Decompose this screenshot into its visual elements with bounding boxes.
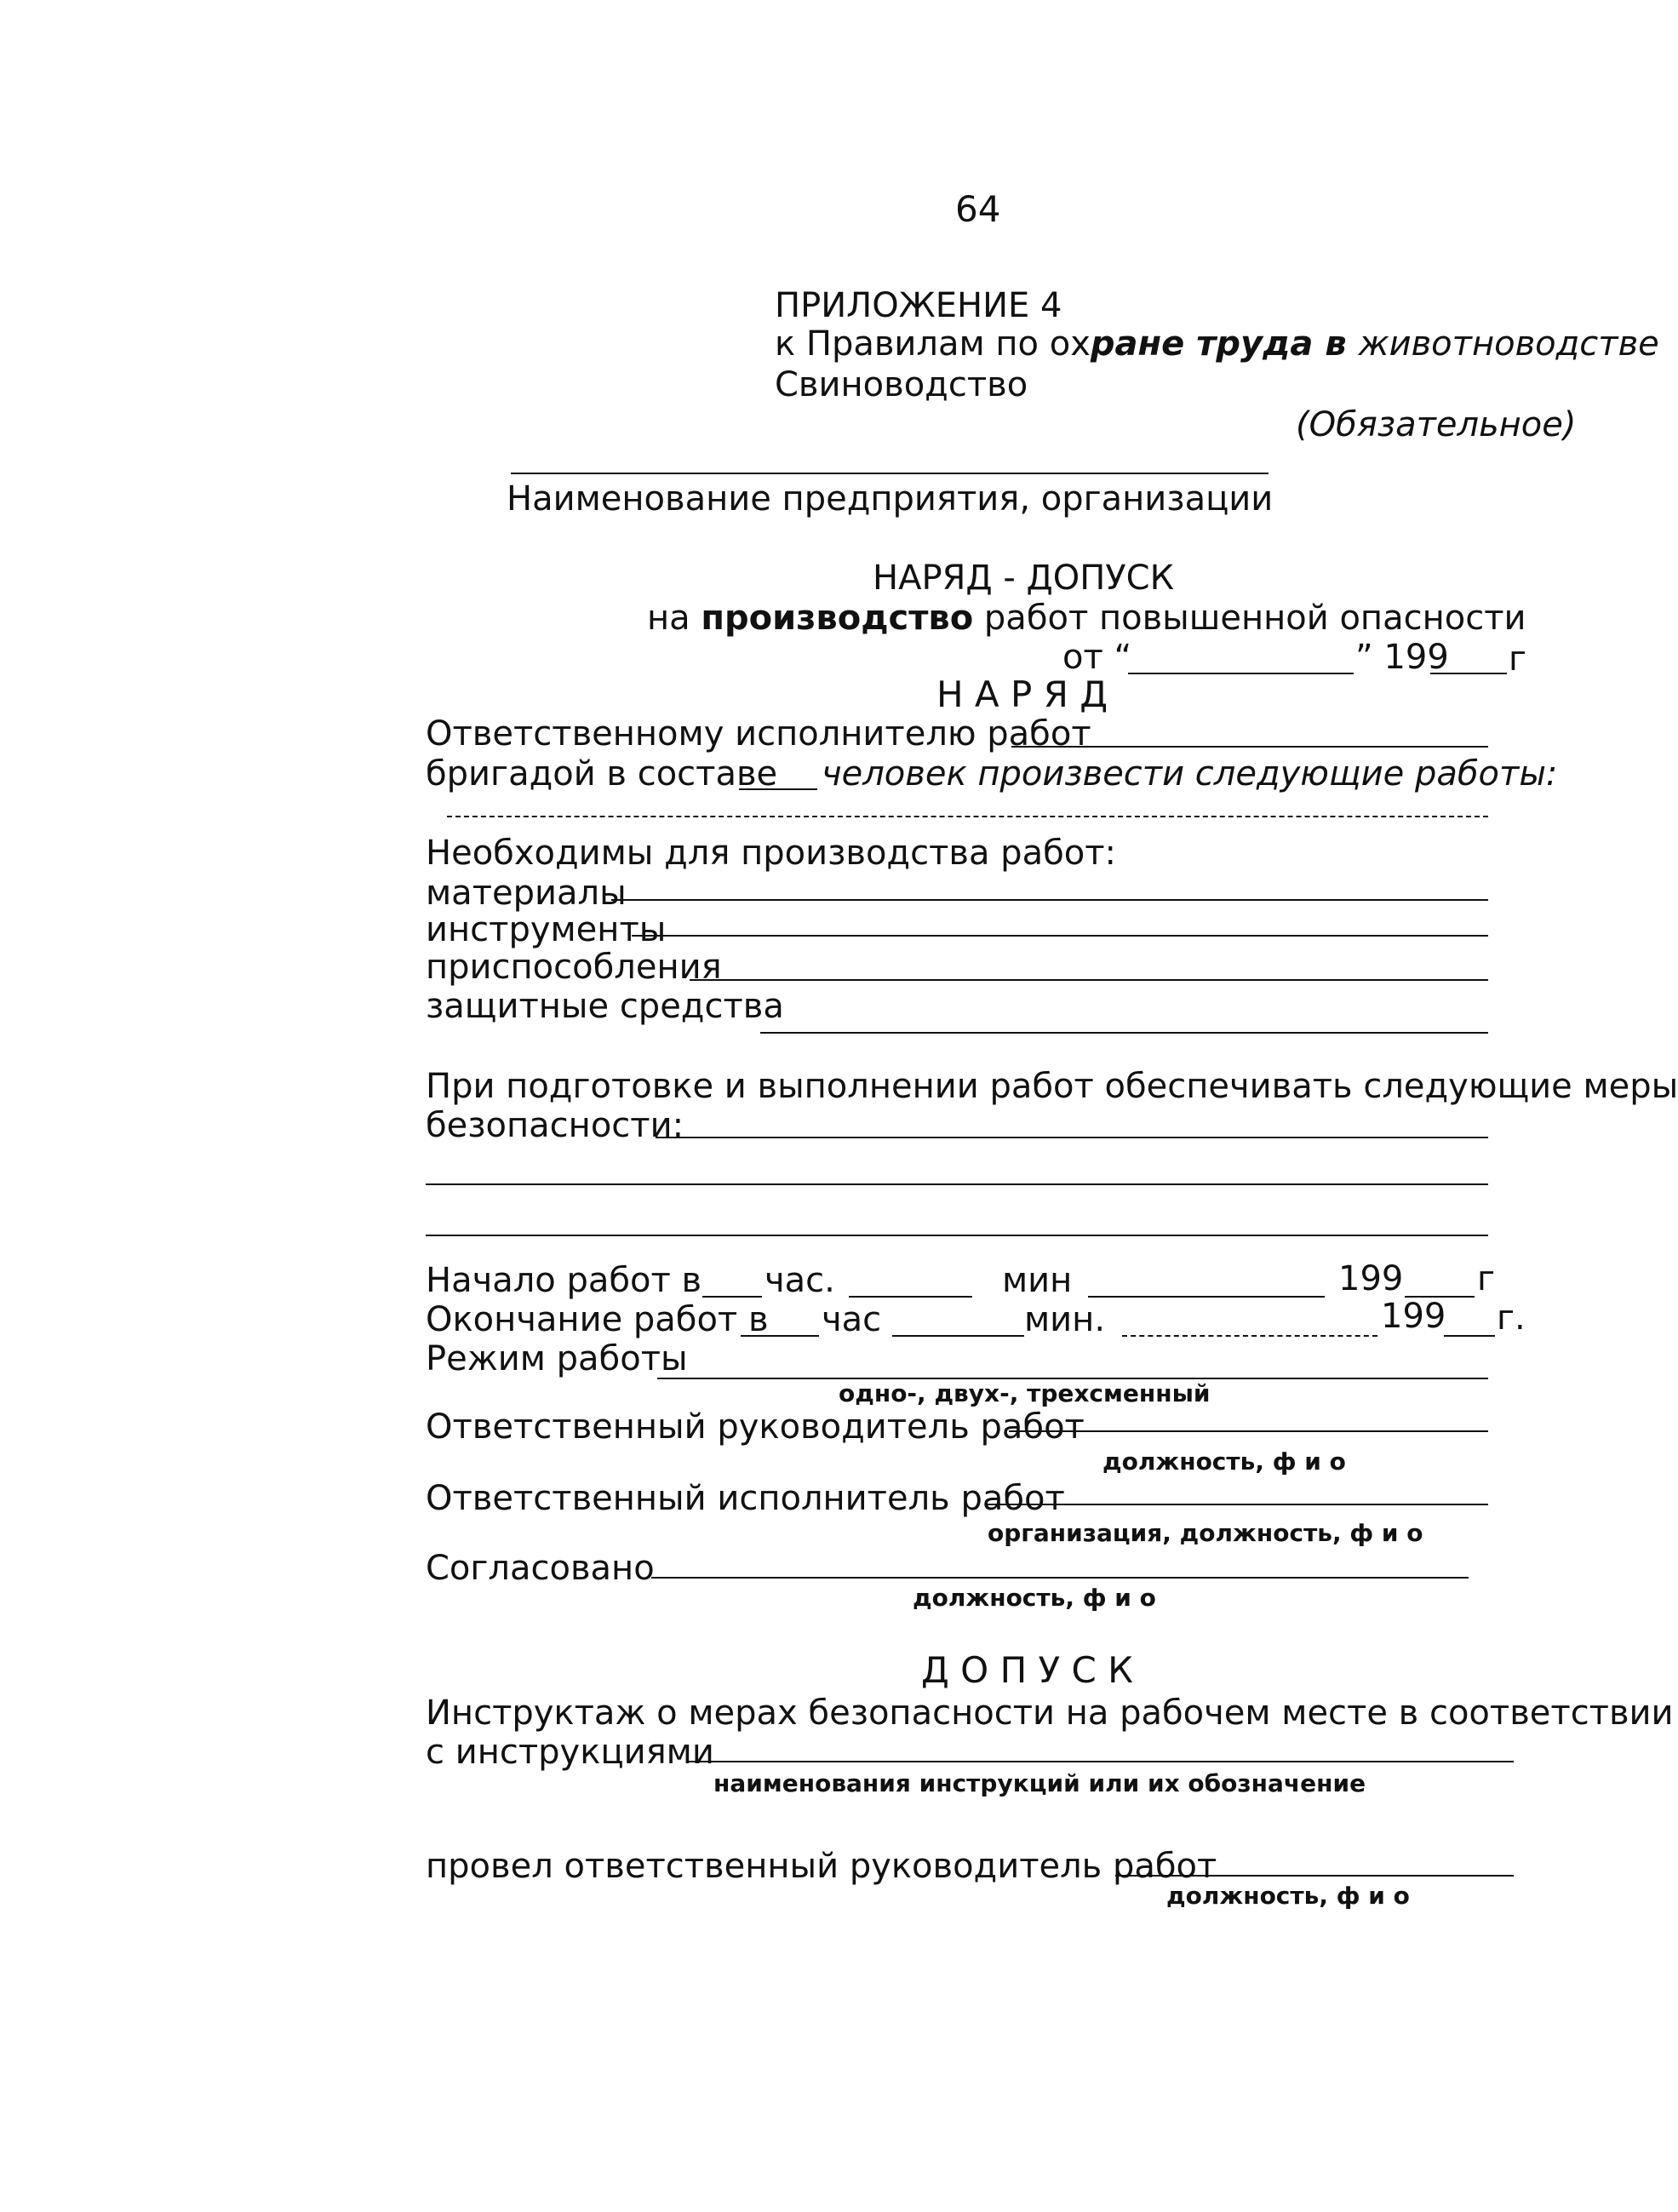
date-year: ” 199 — [1355, 638, 1449, 677]
manager-line — [1009, 1430, 1488, 1432]
end-minute-line — [892, 1335, 1024, 1337]
mandatory-mark: (Обязательное) — [1296, 405, 1577, 444]
brigade-label-a: бригадой в составе — [426, 754, 778, 794]
appendix-subject: Свиноводство — [775, 365, 1028, 404]
protective-label: защитные средства — [426, 987, 784, 1026]
mode-caption: одно-, двух-, трехсменный — [839, 1379, 1211, 1407]
instructions-caption: наименования инструкций или их обозначение — [713, 1769, 1366, 1797]
brigade-count-line — [739, 788, 817, 790]
end-year: 199 — [1381, 1297, 1446, 1336]
safety-line-1 — [656, 1137, 1488, 1138]
materials-label: материалы — [426, 874, 627, 913]
end-minute-unit: мин. — [1024, 1300, 1106, 1339]
agreed-caption: должность, ф и о — [913, 1584, 1156, 1612]
form-subtitle — [647, 598, 1526, 639]
works-line — [447, 816, 1488, 817]
start-minute-unit: мин — [1002, 1261, 1073, 1300]
manager-caption: должность, ф и о — [1102, 1447, 1346, 1476]
start-hour-unit: час. — [765, 1261, 835, 1300]
materials-line — [611, 899, 1488, 901]
executor-label: Ответственный исполнитель работ — [426, 1479, 1065, 1518]
responsible-executor-line — [1011, 746, 1488, 748]
permit-heading: Д О П У С К — [921, 1649, 1133, 1691]
safety-line-3 — [426, 1235, 1488, 1236]
end-date-line — [1122, 1335, 1377, 1337]
form-subtitle-a: на — [647, 599, 702, 638]
instructions-line — [688, 1761, 1514, 1762]
appendix-title: ПРИЛОЖЕНИЕ 4 — [775, 286, 1062, 325]
form-subtitle-c: работ повышенной опасности — [973, 599, 1526, 638]
safety-label-1: При подготовке и выполнении работ обеспечивать следующие меры — [426, 1067, 1678, 1106]
responsible-executor-label: Ответственному исполнителю работ — [426, 714, 1091, 754]
briefing-line-2: с инструкциями — [426, 1733, 714, 1772]
devices-line — [690, 979, 1488, 981]
agreed-line — [651, 1577, 1469, 1579]
end-hour-line — [741, 1335, 819, 1337]
conducted-label: провел ответственный руководитель работ — [426, 1847, 1217, 1886]
start-minute-line — [849, 1296, 972, 1298]
manager-label: Ответственный руководитель работ — [426, 1407, 1085, 1447]
appendix-rules-b: ране труда — [1090, 324, 1314, 364]
executor-caption: организация, должность, ф и о — [988, 1519, 1423, 1547]
tools-label: инструменты — [426, 910, 667, 949]
conducted-line — [1115, 1875, 1514, 1877]
safety-line-2 — [426, 1183, 1488, 1185]
form-subtitle-b: производство — [701, 599, 974, 638]
protective-line — [760, 1032, 1488, 1034]
date-year-suffix: г — [1509, 639, 1527, 679]
org-name-caption: Наименование предприятия, организации — [507, 479, 1274, 519]
start-date-line — [1088, 1296, 1325, 1298]
start-year: 199 — [1338, 1259, 1404, 1298]
start-hour-line — [702, 1296, 762, 1298]
org-name-line — [511, 473, 1269, 474]
date-from: от “ — [1062, 638, 1132, 677]
order-heading: Н А Р Я Д — [936, 673, 1108, 715]
executor-line — [986, 1504, 1488, 1505]
required-heading: Необходимы для производства работ: — [426, 834, 1116, 873]
appendix-rules-line — [775, 324, 1659, 364]
date-day-line — [1128, 673, 1354, 674]
brigade-label-b: человек произвести следующие работы: — [822, 754, 1558, 794]
appendix-rules-a: к Правилам по ох — [775, 324, 1091, 364]
briefing-line-1: Инструктаж о мерах безопасности на рабочем месте в соответствии — [426, 1693, 1674, 1733]
form-title: НАРЯД - ДОПУСК — [873, 559, 1174, 598]
safety-label-2: безопасности: — [426, 1106, 684, 1145]
appendix-rules-d: животноводстве — [1358, 324, 1659, 364]
agreed-label: Согласовано — [426, 1549, 655, 1588]
end-year-suffix: г. — [1497, 1298, 1526, 1338]
mode-label: Режим работы — [426, 1339, 688, 1378]
end-label: Окончание работ в — [426, 1300, 769, 1339]
conducted-caption: должность, ф и о — [1166, 1882, 1410, 1910]
devices-label: приспособления — [426, 948, 722, 987]
start-label: Начало работ в — [426, 1261, 702, 1300]
end-year-line — [1444, 1335, 1495, 1337]
end-hour-unit: час — [822, 1300, 882, 1339]
page-number: 64 — [955, 188, 1001, 230]
start-year-suffix: г — [1477, 1259, 1496, 1298]
date-year-line — [1430, 673, 1507, 674]
tools-line — [632, 935, 1488, 937]
appendix-rules-c: в — [1313, 324, 1359, 364]
